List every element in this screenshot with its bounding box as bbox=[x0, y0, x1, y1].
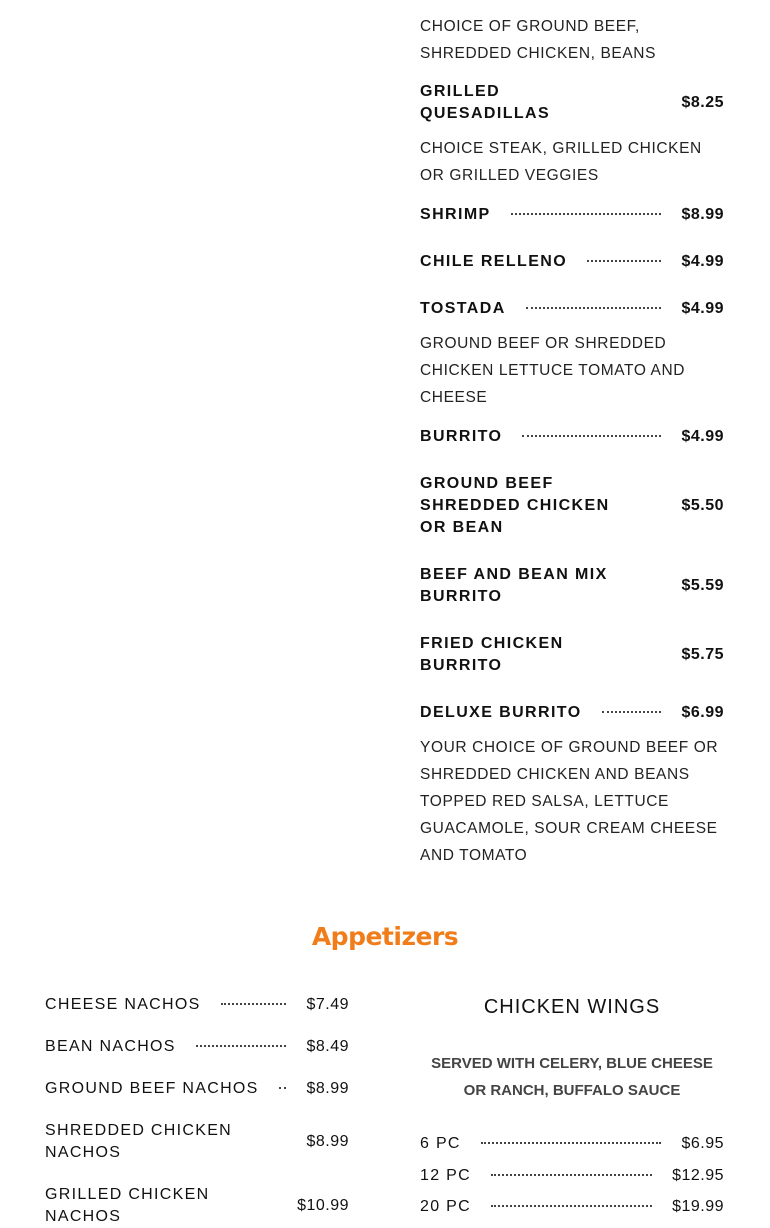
item-name: 20 PC bbox=[420, 1198, 471, 1215]
item-name: GRILLED QUESADILLAS bbox=[420, 83, 551, 122]
item-price: $10.99 bbox=[297, 1197, 349, 1214]
appetizer-item bbox=[45, 994, 349, 1016]
menu-item-burrito bbox=[420, 426, 724, 448]
wings-description: SERVED WITH CELERY, BLUE CHEESE OR RANCH, BUFFALO SAUCE bbox=[431, 1055, 713, 1099]
menu-item-shrimp bbox=[420, 204, 724, 226]
appetizer-item bbox=[45, 1184, 349, 1228]
appetizer-item bbox=[45, 1120, 349, 1164]
dotted-leader bbox=[481, 1142, 662, 1144]
item-description: CHOICE STEAK, GRILLED CHICKEN OR GRILLED VEGGIES bbox=[420, 140, 702, 184]
item-name: BURRITO bbox=[420, 428, 503, 445]
item-name: SHRIMP bbox=[420, 206, 491, 223]
item-price: $5.75 bbox=[681, 646, 724, 663]
dotted-leader bbox=[511, 213, 662, 215]
item-name: CHEESE NACHOS bbox=[45, 996, 201, 1013]
item-price: $19.99 bbox=[672, 1198, 724, 1215]
item-price: $8.99 bbox=[306, 1080, 349, 1097]
menu-item-fried-chicken-burrito bbox=[420, 633, 724, 677]
wings-title: CHICKEN WINGS bbox=[483, 996, 661, 1018]
wings-description-block bbox=[420, 1050, 724, 1104]
item-name: SHREDDED CHICKEN NACHOS bbox=[45, 1122, 233, 1161]
appetizer-item bbox=[45, 1036, 349, 1058]
item-name: DELUXE BURRITO bbox=[420, 704, 582, 721]
menu-item-beef-and-bean-mix-burrito bbox=[420, 564, 724, 608]
item-price: $5.50 bbox=[681, 497, 724, 514]
wings-item bbox=[420, 1165, 724, 1187]
item-price: $4.99 bbox=[681, 428, 724, 445]
item-description: YOUR CHOICE OF GROUND BEEF OR SHREDDED CHICKEN AND BEANS TOPPED RED SALSA, LETTUCE GUACAMOLE, SOUR CREAM CHEESE AND TOMATO bbox=[420, 739, 719, 864]
item-price: $7.49 bbox=[306, 996, 349, 1013]
item-name: BEAN NACHOS bbox=[45, 1038, 176, 1055]
item-price: $8.99 bbox=[681, 206, 724, 223]
dotted-leader bbox=[522, 435, 661, 437]
section-title-appetizers: Appetizers bbox=[311, 922, 459, 951]
dotted-leader bbox=[526, 307, 662, 309]
dotted-leader bbox=[602, 711, 662, 713]
item-name: GRILLED CHICKEN NACHOS bbox=[45, 1186, 210, 1225]
item-price: $8.49 bbox=[306, 1038, 349, 1055]
item-price: $8.99 bbox=[306, 1133, 349, 1150]
dotted-leader bbox=[491, 1205, 652, 1207]
dotted-leader bbox=[196, 1045, 287, 1047]
menu-item-deluxe-burrito bbox=[420, 702, 724, 724]
item-name: FRIED CHICKEN BURRITO bbox=[420, 635, 564, 674]
item-name: GROUND BEEF NACHOS bbox=[45, 1080, 259, 1097]
item-name: BEEF AND BEAN MIX BURRITO bbox=[420, 566, 608, 605]
item-description: GROUND BEEF OR SHREDDED CHICKEN LETTUCE TOMATO AND CHEESE bbox=[420, 335, 686, 406]
dotted-leader bbox=[587, 260, 661, 262]
item-price: $6.99 bbox=[681, 704, 724, 721]
dotted-leader bbox=[491, 1174, 652, 1176]
top-item-description: CHOICE OF GROUND BEEF, SHREDDED CHICKEN, BEANS bbox=[420, 18, 657, 62]
item-price: $12.95 bbox=[672, 1167, 724, 1184]
chicken-wings-block bbox=[420, 996, 724, 1019]
dotted-leader bbox=[221, 1003, 287, 1005]
item-name: 6 PC bbox=[420, 1135, 461, 1152]
item-price: $4.99 bbox=[681, 253, 724, 270]
menu-item-tostada bbox=[420, 298, 724, 320]
item-name: 12 PC bbox=[420, 1167, 471, 1184]
dotted-leader bbox=[279, 1087, 287, 1089]
item-name: TOSTADA bbox=[420, 300, 506, 317]
menu-item-chile-relleno bbox=[420, 251, 724, 273]
item-price: $5.59 bbox=[681, 577, 724, 594]
item-price: $4.99 bbox=[681, 300, 724, 317]
wings-item bbox=[420, 1133, 724, 1155]
item-name: CHILE RELLENO bbox=[420, 253, 568, 270]
wings-item bbox=[420, 1196, 724, 1218]
menu-item-grilled-quesadillas bbox=[420, 81, 724, 125]
item-price: $6.95 bbox=[681, 1135, 724, 1152]
item-price: $8.25 bbox=[681, 94, 724, 111]
item-name: GROUND BEEF SHREDDED CHICKEN OR BEAN bbox=[420, 475, 610, 536]
menu-item-ground-beef-shredded-chicken-or-bean bbox=[420, 473, 724, 539]
appetizer-item bbox=[45, 1078, 349, 1100]
